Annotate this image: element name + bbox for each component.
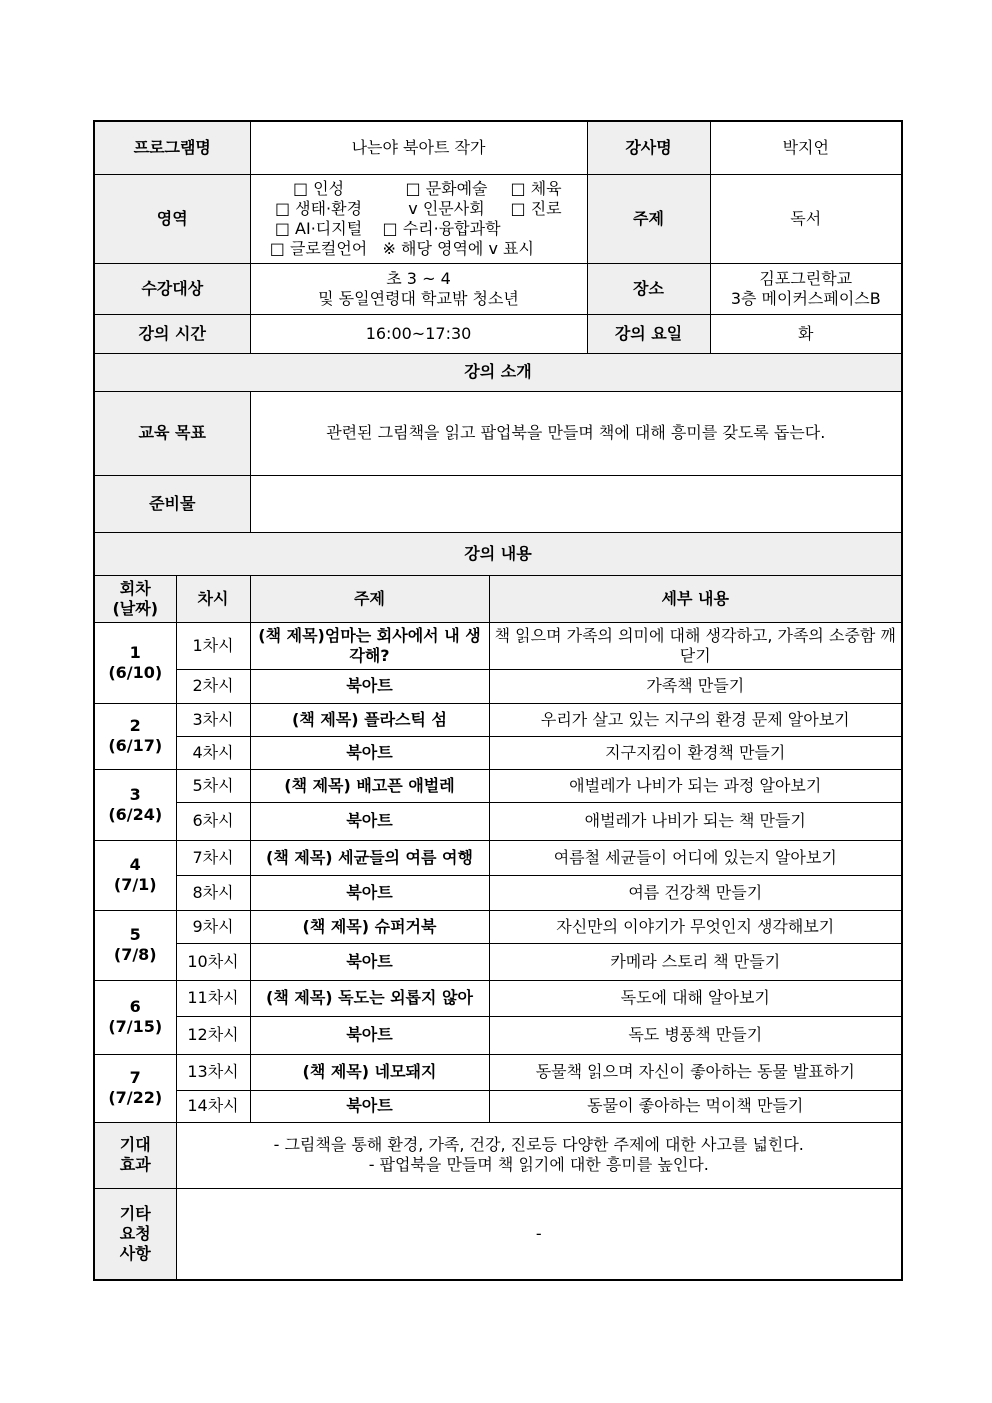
topic-header: 주제 bbox=[250, 575, 489, 622]
place-label: 장소 bbox=[587, 263, 710, 314]
area-checklist-row bbox=[255, 199, 583, 219]
round-number: 6 bbox=[129, 997, 141, 1016]
round-date: (7/8) bbox=[113, 945, 157, 964]
area-item-ai-digital: □ AI·디지털 bbox=[274, 218, 363, 238]
round-cell bbox=[94, 622, 176, 703]
round-number: 1 bbox=[129, 642, 141, 662]
program-value: 나는야 북아트 작가 bbox=[250, 121, 587, 174]
table-row bbox=[94, 1016, 902, 1054]
detail-cell: 책 읽으며 가족의 의미에 대해 생각하고, 가족의 소중함 깨닫기 bbox=[489, 622, 902, 669]
topic-cell: 북아트 bbox=[250, 1090, 489, 1122]
detail-cell: 동물책 읽으며 자신이 좋아하는 동물 발표하기 bbox=[489, 1054, 902, 1090]
effect-label-line: 효과 bbox=[119, 1155, 151, 1174]
session-header: 차시 bbox=[176, 575, 250, 622]
weekday-value: 화 bbox=[710, 314, 902, 353]
topic-cell: 북아트 bbox=[250, 943, 489, 980]
round-number: 3 bbox=[129, 784, 141, 804]
round-date: (6/24) bbox=[108, 804, 163, 824]
other-row bbox=[94, 1188, 902, 1280]
time-value: 16:00~17:30 bbox=[250, 314, 587, 353]
session-cell: 11차시 bbox=[176, 980, 250, 1016]
table-row bbox=[94, 1054, 902, 1090]
round-cell bbox=[94, 910, 176, 980]
topic-cell: (책 제목) 세균들의 여름 여행 bbox=[250, 840, 489, 875]
round-cell bbox=[94, 980, 176, 1054]
round-date: (6/17) bbox=[108, 736, 163, 755]
table-row bbox=[94, 910, 902, 943]
session-cell: 13차시 bbox=[176, 1054, 250, 1090]
materials-label: 준비물 bbox=[94, 475, 250, 532]
table-row bbox=[94, 1090, 902, 1122]
table-row bbox=[94, 622, 902, 669]
goal-row bbox=[94, 391, 902, 475]
table-row bbox=[94, 802, 902, 840]
area-row bbox=[94, 174, 902, 263]
goal-label: 교육 목표 bbox=[94, 391, 250, 475]
area-item-insung: □ 인성 bbox=[292, 178, 345, 198]
detail-header: 세부 내용 bbox=[489, 575, 902, 622]
other-value: - bbox=[176, 1188, 902, 1280]
round-date: (6/10) bbox=[108, 662, 163, 682]
effect-line: - 그림책을 통해 환경, 가족, 건강, 진로등 다양한 주제에 대한 사고를 넓힌다. bbox=[273, 1135, 804, 1154]
other-label-line: 기타 bbox=[119, 1203, 151, 1223]
content-section-title: 강의 내용 bbox=[94, 532, 902, 575]
area-item-sports: □ 체육 bbox=[510, 178, 562, 198]
topic-cell: 북아트 bbox=[250, 875, 489, 910]
intro-section-row bbox=[94, 353, 902, 391]
session-cell: 14차시 bbox=[176, 1090, 250, 1122]
target-row bbox=[94, 263, 902, 314]
detail-cell: 자신만의 이야기가 무엇인지 생각해보기 bbox=[489, 910, 902, 943]
table-row bbox=[94, 875, 902, 910]
subject-label: 주제 bbox=[587, 174, 710, 263]
area-checklist-row bbox=[255, 179, 583, 199]
session-cell: 12차시 bbox=[176, 1016, 250, 1054]
content-section-row bbox=[94, 532, 902, 575]
target-line: 및 동일연령대 학교밖 청소년 bbox=[318, 288, 519, 308]
table-row bbox=[94, 736, 902, 769]
session-cell: 8차시 bbox=[176, 875, 250, 910]
area-item-career: □ 진로 bbox=[510, 198, 562, 218]
topic-cell: (책 제목) 플라스틱 섬 bbox=[250, 703, 489, 736]
table-row bbox=[94, 703, 902, 736]
effect-value bbox=[176, 1122, 902, 1188]
round-cell bbox=[94, 769, 176, 840]
target-value bbox=[250, 263, 587, 314]
program-label: 프로그램명 bbox=[94, 121, 250, 174]
session-cell: 6차시 bbox=[176, 802, 250, 840]
instructor-value: 박지언 bbox=[710, 121, 902, 174]
detail-cell: 애벌레가 나비가 되는 책 만들기 bbox=[489, 802, 902, 840]
detail-cell: 여름철 세균들이 어디에 있는지 알아보기 bbox=[489, 840, 902, 875]
round-cell bbox=[94, 1054, 176, 1122]
topic-cell: (책 제목) 네모돼지 bbox=[250, 1054, 489, 1090]
round-cell bbox=[94, 703, 176, 769]
instructor-label: 강사명 bbox=[587, 121, 710, 174]
topic-cell: (책 제목) 배고픈 애벌레 bbox=[250, 769, 489, 802]
table-row bbox=[94, 980, 902, 1016]
place-line: 김포그린학교 bbox=[759, 268, 853, 288]
round-date: (7/15) bbox=[108, 1017, 163, 1036]
detail-cell: 독도 병풍책 만들기 bbox=[489, 1016, 902, 1054]
area-item-math-science: □ 수리·융합과학 bbox=[382, 218, 501, 238]
topic-cell: (책 제목) 슈퍼거북 bbox=[250, 910, 489, 943]
target-label: 수강대상 bbox=[94, 263, 250, 314]
program-plan-table bbox=[93, 120, 903, 1281]
detail-cell: 여름 건강책 만들기 bbox=[489, 875, 902, 910]
content-header-row bbox=[94, 575, 902, 622]
detail-cell: 가족책 만들기 bbox=[489, 669, 902, 703]
area-label: 영역 bbox=[94, 174, 250, 263]
topic-cell: 북아트 bbox=[250, 736, 489, 769]
other-label-line: 요청 bbox=[119, 1223, 151, 1243]
program-row bbox=[94, 121, 902, 174]
session-cell: 3차시 bbox=[176, 703, 250, 736]
topic-cell: 북아트 bbox=[250, 802, 489, 840]
goal-value: 관련된 그림책을 읽고 팝업북을 만들며 책에 대해 흥미를 갖도록 돕는다. bbox=[250, 391, 902, 475]
round-cell bbox=[94, 840, 176, 910]
subject-value: 독서 bbox=[710, 174, 902, 263]
target-line: 초 3 ~ 4 bbox=[386, 268, 451, 288]
table-row bbox=[94, 769, 902, 802]
detail-cell: 동물이 좋아하는 먹이책 만들기 bbox=[489, 1090, 902, 1122]
session-cell: 7차시 bbox=[176, 840, 250, 875]
detail-cell: 지구지킴이 환경책 만들기 bbox=[489, 736, 902, 769]
table-row bbox=[94, 943, 902, 980]
area-checklist-row bbox=[255, 239, 583, 259]
time-row bbox=[94, 314, 902, 353]
materials-row bbox=[94, 475, 902, 532]
effect-label bbox=[94, 1122, 176, 1188]
detail-cell: 독도에 대해 알아보기 bbox=[489, 980, 902, 1016]
topic-cell: 북아트 bbox=[250, 669, 489, 703]
session-cell: 9차시 bbox=[176, 910, 250, 943]
round-number: 2 bbox=[129, 716, 141, 735]
table-row bbox=[94, 840, 902, 875]
topic-cell: 북아트 bbox=[250, 1016, 489, 1054]
area-checklist-row bbox=[255, 219, 583, 239]
table-row bbox=[94, 669, 902, 703]
area-item-ecology: □ 생태·환경 bbox=[274, 198, 363, 218]
place-value bbox=[710, 263, 902, 314]
detail-cell: 우리가 살고 있는 지구의 환경 문제 알아보기 bbox=[489, 703, 902, 736]
topic-cell: (책 제목)엄마는 회사에서 내 생각해? bbox=[250, 622, 489, 669]
round-header bbox=[94, 575, 176, 622]
area-item-glocal-language: □ 글로컬언어 bbox=[269, 238, 368, 258]
other-label-line: 사항 bbox=[119, 1243, 151, 1263]
area-check-note: ※ 해당 영역에 v 표시 bbox=[382, 238, 534, 258]
round-date: (7/22) bbox=[108, 1088, 163, 1107]
session-cell: 4차시 bbox=[176, 736, 250, 769]
detail-cell: 카메라 스토리 책 만들기 bbox=[489, 943, 902, 980]
intro-section-title: 강의 소개 bbox=[94, 353, 902, 391]
area-item-humanities: v 인문사회 bbox=[408, 198, 485, 218]
session-cell: 1차시 bbox=[176, 622, 250, 669]
effect-label-line: 기대 bbox=[119, 1135, 151, 1154]
round-number: 4 bbox=[129, 855, 141, 874]
effect-row bbox=[94, 1122, 902, 1188]
place-line: 3층 메이커스페이스B bbox=[730, 288, 881, 308]
session-cell: 5차시 bbox=[176, 769, 250, 802]
round-header-line: (날짜) bbox=[112, 598, 159, 618]
round-number: 5 bbox=[129, 925, 141, 944]
effect-line: - 팝업북을 만들며 책 읽기에 대한 흥미를 높인다. bbox=[368, 1155, 709, 1174]
time-label: 강의 시간 bbox=[94, 314, 250, 353]
area-item-culture-art: □ 문화예술 bbox=[405, 178, 488, 198]
materials-value bbox=[250, 475, 902, 532]
round-date: (7/1) bbox=[113, 875, 157, 894]
weekday-label: 강의 요일 bbox=[587, 314, 710, 353]
area-checklist bbox=[250, 174, 587, 263]
session-cell: 10차시 bbox=[176, 943, 250, 980]
round-header-line: 회차 bbox=[119, 578, 151, 598]
other-label bbox=[94, 1188, 176, 1280]
round-number: 7 bbox=[129, 1068, 141, 1087]
detail-cell: 애벌레가 나비가 되는 과정 알아보기 bbox=[489, 769, 902, 802]
topic-cell: (책 제목) 독도는 외롭지 않아 bbox=[250, 980, 489, 1016]
session-cell: 2차시 bbox=[176, 669, 250, 703]
